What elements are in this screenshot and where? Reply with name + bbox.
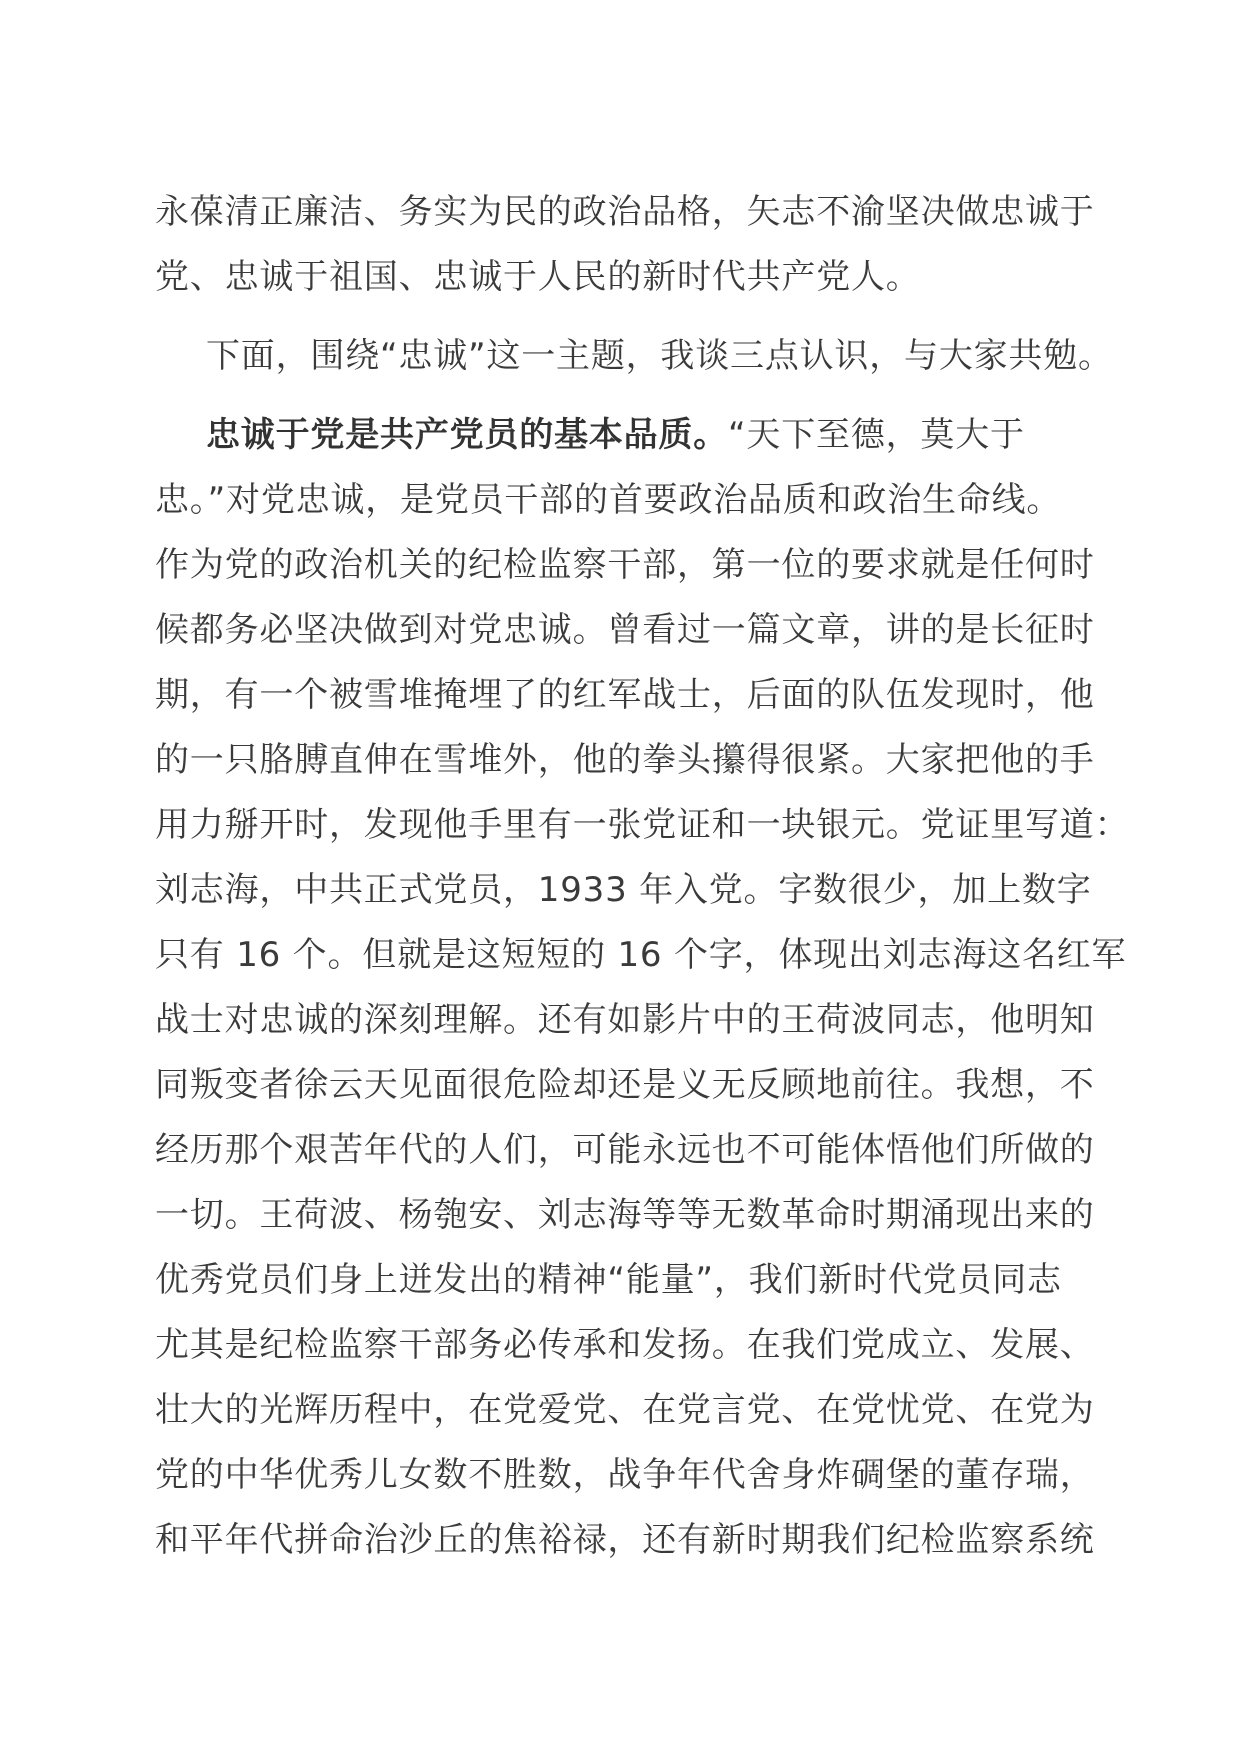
text-line: 刘志海，中共正式党员，1933 年入党。字数很少，加上数字 bbox=[155, 870, 1092, 910]
section-heading: 忠诚于党是共产党员的基本品质。 bbox=[206, 415, 728, 455]
text-line: 经历那个艰苦年代的人们，可能永远也不可能体悟他们所做的 bbox=[155, 1130, 1095, 1170]
text-line: 忠。”对党忠诚，是党员干部的首要政治品质和政治生命线。 bbox=[155, 480, 1062, 520]
text-line-first bbox=[155, 403, 1110, 468]
text-line: 党的中华优秀儿女数不胜数，战争年代舍身炸碉堡的董存瑞， bbox=[155, 1455, 1095, 1495]
paragraph-3 bbox=[155, 403, 1130, 1573]
text-line: 壮大的光辉历程中，在党爱党、在党言党、在党忧党、在党为 bbox=[155, 1390, 1095, 1430]
text-line: 只有 16 个。但就是这短短的 16 个字，体现出刘志海这名红军 bbox=[155, 935, 1127, 975]
text-line: 优秀党员们身上迸发出的精神“能量”，我们新时代党员同志 bbox=[155, 1260, 1062, 1300]
text-line: 候都务必坚决做到对党忠诚。曾看过一篇文章，讲的是长征时 bbox=[155, 610, 1095, 650]
text-line: 期，有一个被雪堆掩埋了的红军战士，后面的队伍发现时，他 bbox=[155, 675, 1095, 715]
paragraph-2 bbox=[155, 324, 1113, 389]
text-line: 尤其是纪检监察干部务必传承和发扬。在我们党成立、发展、 bbox=[155, 1325, 1095, 1365]
text-line: 下面，围绕“忠诚”这一主题，我谈三点认识，与大家共勉。 bbox=[206, 336, 1113, 376]
text-line: 作为党的政治机关的纪检监察干部，第一位的要求就是任何时 bbox=[155, 545, 1095, 585]
text-line: 永葆清正廉洁、务实为民的政治品格，矢志不渝坚决做忠诚于 bbox=[155, 192, 1095, 232]
text-line: 党、忠诚于祖国、忠诚于人民的新时代共产党人。 bbox=[155, 257, 921, 297]
text-line: 的一只胳膊直伸在雪堆外，他的拳头攥得很紧。大家把他的手 bbox=[155, 740, 1095, 780]
text-line: 和平年代拼命治沙丘的焦裕禄，还有新时期我们纪检监察系统 bbox=[155, 1520, 1095, 1560]
quote-start: “天下至德，莫大于 bbox=[728, 415, 1025, 455]
text-line: 用力掰开时，发现他手里有一张党证和一块银元。党证里写道： bbox=[155, 805, 1130, 845]
document-body bbox=[155, 180, 1130, 1573]
text-line: 同叛变者徐云天见面很危险却还是义无反顾地前往。我想，不 bbox=[155, 1065, 1095, 1105]
text-line: 战士对忠诚的深刻理解。还有如影片中的王荷波同志，他明知 bbox=[155, 1000, 1095, 1040]
text-line: 一切。王荷波、杨匏安、刘志海等等无数革命时期涌现出来的 bbox=[155, 1195, 1095, 1235]
paragraph-1 bbox=[155, 180, 1110, 310]
